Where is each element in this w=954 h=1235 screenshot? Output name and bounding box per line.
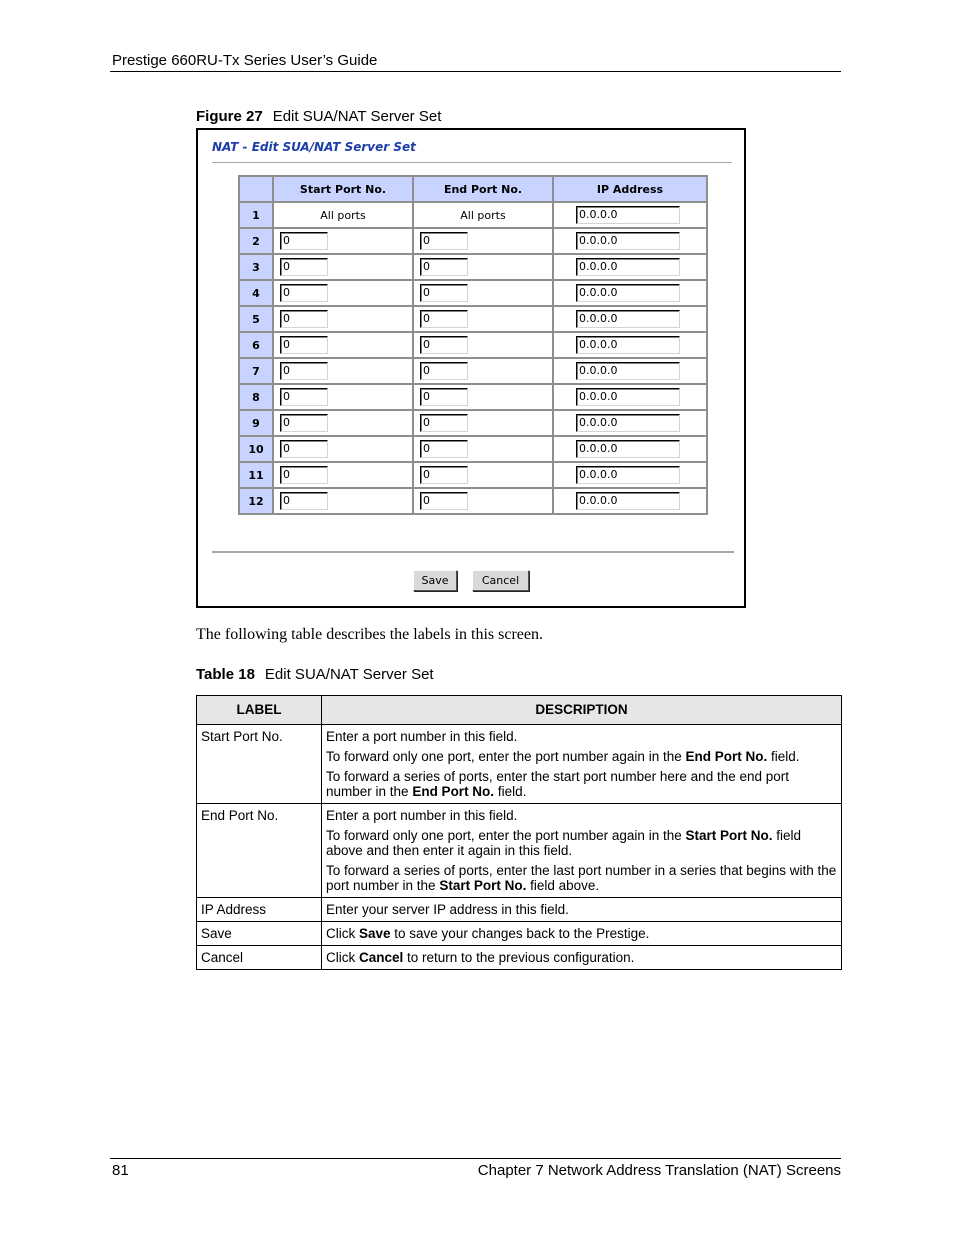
- description-line: Click Cancel to return to the previous configuration.: [326, 950, 635, 965]
- ip-address-cell: [553, 462, 707, 488]
- end-port-cell: [413, 488, 553, 514]
- ip-address-cell: [553, 306, 707, 332]
- start-port-field[interactable]: 0: [280, 232, 328, 250]
- table-row: [197, 946, 842, 970]
- start-port-cell: [273, 228, 413, 254]
- description-line: Enter your server IP address in this field.: [326, 902, 569, 917]
- intro-text: The following table describes the labels in this screen.: [196, 626, 544, 643]
- end-port-cell: [413, 410, 553, 436]
- end-port-field[interactable]: 0: [420, 232, 468, 250]
- end-port-field[interactable]: 0: [420, 284, 468, 302]
- emphasis-text: Save: [359, 926, 391, 941]
- ip-address-field[interactable]: 0.0.0.0: [576, 336, 680, 354]
- ip-address-cell: [553, 202, 707, 228]
- row-index: 12: [239, 488, 273, 514]
- table-row: [197, 898, 842, 922]
- end-port-field[interactable]: 0: [420, 414, 468, 432]
- start-port-field[interactable]: 0: [280, 310, 328, 328]
- table-row: [197, 922, 842, 946]
- start-port-cell: [273, 358, 413, 384]
- table-row: [239, 358, 707, 384]
- row-index: 9: [239, 410, 273, 436]
- start-port-cell: [273, 306, 413, 332]
- server-set-header-row: [239, 176, 707, 202]
- label-column-header: LABEL: [197, 696, 322, 725]
- emphasis-text: End Port No.: [685, 749, 768, 764]
- row-index: 8: [239, 384, 273, 410]
- save-button[interactable]: Save: [413, 570, 457, 591]
- start-port-cell: [273, 384, 413, 410]
- description-line: To forward a series of ports, enter the start port number here and the end port number in the End Port No. field.: [326, 769, 790, 799]
- header-rule: [110, 71, 841, 72]
- end-port-cell: [413, 280, 553, 306]
- end-port-cell: [413, 384, 553, 410]
- end-port-cell: [413, 306, 553, 332]
- table-row: [239, 384, 707, 410]
- figure-caption-text: Edit SUA/NAT Server Set: [272, 108, 442, 125]
- description-cell: [322, 946, 842, 970]
- end-port-cell: [413, 228, 553, 254]
- end-port-cell: [413, 254, 553, 280]
- row-index: 3: [239, 254, 273, 280]
- row-index: 4: [239, 280, 273, 306]
- figure-number: Figure 27: [196, 108, 263, 125]
- table-caption-text: Edit SUA/NAT Server Set: [264, 666, 434, 683]
- start-port-field[interactable]: 0: [280, 440, 328, 458]
- start-port-field[interactable]: 0: [280, 284, 328, 302]
- start-port-field[interactable]: 0: [280, 362, 328, 380]
- start-port-field[interactable]: 0: [280, 258, 328, 276]
- start-port-field[interactable]: 0: [280, 388, 328, 406]
- table-row: [197, 725, 842, 804]
- description-cell: [322, 725, 842, 804]
- ip-address-field[interactable]: 0.0.0.0: [576, 492, 680, 510]
- end-port-field[interactable]: 0: [420, 492, 468, 510]
- table-row: [239, 202, 707, 228]
- screen-title-rule: [212, 162, 732, 163]
- table-row: [239, 280, 707, 306]
- table-row: [239, 436, 707, 462]
- end-port-field[interactable]: 0: [420, 362, 468, 380]
- emphasis-text: Start Port No.: [685, 828, 773, 843]
- end-port-cell: [413, 332, 553, 358]
- label-cell: Start Port No.: [197, 725, 322, 804]
- row-index: 2: [239, 228, 273, 254]
- table-number: Table 18: [196, 666, 255, 683]
- figure-screenshot: [196, 128, 746, 608]
- description-line: To forward only one port, enter the port number again in the End Port No. field.: [326, 749, 800, 764]
- ip-address-field[interactable]: 0.0.0.0: [576, 232, 680, 250]
- server-set-table: [238, 175, 708, 515]
- ip-address-field[interactable]: 0.0.0.0: [576, 284, 680, 302]
- screen-title: NAT - Edit SUA/NAT Server Set: [212, 140, 416, 154]
- description-column-header: DESCRIPTION: [322, 696, 842, 725]
- row-index: 11: [239, 462, 273, 488]
- start-port-text: All ports: [320, 208, 366, 222]
- start-port-field[interactable]: 0: [280, 466, 328, 484]
- ip-address-cell: [553, 254, 707, 280]
- end-port-field[interactable]: 0: [420, 466, 468, 484]
- description-header-row: [197, 696, 842, 725]
- description-cell: [322, 804, 842, 898]
- ip-address-field[interactable]: 0.0.0.0: [576, 362, 680, 380]
- description-cell: [322, 898, 842, 922]
- row-index: 7: [239, 358, 273, 384]
- description-line: Enter a port number in this field.: [326, 808, 518, 823]
- ip-address-cell: [553, 332, 707, 358]
- figure-caption: [196, 108, 441, 125]
- end-port-field[interactable]: 0: [420, 258, 468, 276]
- description-line: To forward only one port, enter the port number again in the Start Port No. field above and then enter it again in this field.: [326, 828, 802, 858]
- ip-address-cell: [553, 358, 707, 384]
- end-port-field[interactable]: 0: [420, 310, 468, 328]
- row-index: 1: [239, 202, 273, 228]
- emphasis-text: Cancel: [359, 950, 404, 965]
- ip-address-cell: [553, 488, 707, 514]
- start-port-cell: [273, 462, 413, 488]
- start-port-column-header: Start Port No.: [273, 176, 413, 202]
- description-line: To forward a series of ports, enter the last port number in a series that begins with the port number in the Start Port No. field above.: [326, 863, 837, 893]
- row-index: 5: [239, 306, 273, 332]
- footer-rule: [110, 1158, 841, 1159]
- ip-address-field[interactable]: 0.0.0.0: [576, 466, 680, 484]
- index-column-header: [239, 176, 273, 202]
- ip-address-field[interactable]: 0.0.0.0: [576, 388, 680, 406]
- description-cell: [322, 922, 842, 946]
- table-row: [239, 410, 707, 436]
- table-row: [239, 332, 707, 358]
- start-port-cell: [273, 332, 413, 358]
- start-port-cell: [273, 254, 413, 280]
- end-port-field[interactable]: 0: [420, 336, 468, 354]
- end-port-column-header: End Port No.: [413, 176, 553, 202]
- ip-address-column-header: IP Address: [553, 176, 707, 202]
- start-port-cell: [273, 280, 413, 306]
- end-port-text: All ports: [460, 208, 506, 222]
- start-port-cell: [273, 410, 413, 436]
- ip-address-cell: [553, 436, 707, 462]
- ip-address-field[interactable]: 0.0.0.0: [576, 258, 680, 276]
- cancel-button[interactable]: Cancel: [472, 570, 529, 591]
- label-cell: IP Address: [197, 898, 322, 922]
- row-index: 10: [239, 436, 273, 462]
- table-row: [239, 488, 707, 514]
- ip-address-field[interactable]: 0.0.0.0: [576, 310, 680, 328]
- running-header: Prestige 660RU-Tx Series User’s Guide: [112, 52, 378, 69]
- table-row: [239, 306, 707, 332]
- label-cell: Save: [197, 922, 322, 946]
- ip-address-field[interactable]: 0.0.0.0: [576, 414, 680, 432]
- start-port-cell: [273, 488, 413, 514]
- emphasis-text: Start Port No.: [439, 878, 527, 893]
- start-port-field[interactable]: 0: [280, 492, 328, 510]
- table-row: [239, 462, 707, 488]
- description-line: Enter a port number in this field.: [326, 729, 518, 744]
- chapter-title: Chapter 7 Network Address Translation (NAT) Screens: [477, 1162, 841, 1179]
- row-index: 6: [239, 332, 273, 358]
- end-port-cell: [413, 436, 553, 462]
- page-number: 81: [112, 1162, 129, 1179]
- ip-address-cell: [553, 228, 707, 254]
- ip-address-field[interactable]: 0.0.0.0: [576, 440, 680, 458]
- ip-address-cell: [553, 280, 707, 306]
- end-port-field[interactable]: 0: [420, 388, 468, 406]
- label-description-table: [196, 695, 842, 970]
- end-port-cell: [413, 462, 553, 488]
- start-port-field[interactable]: 0: [280, 336, 328, 354]
- screen-bottom-rule: [212, 551, 734, 553]
- end-port-field[interactable]: 0: [420, 440, 468, 458]
- label-cell: End Port No.: [197, 804, 322, 898]
- ip-address-cell: [553, 384, 707, 410]
- start-port-field[interactable]: 0: [280, 414, 328, 432]
- ip-address-field[interactable]: 0.0.0.0: [576, 206, 680, 224]
- start-port-cell: [273, 436, 413, 462]
- description-line: Click Save to save your changes back to the Prestige.: [326, 926, 650, 941]
- table-row: [239, 254, 707, 280]
- emphasis-text: End Port No.: [412, 784, 495, 799]
- start-port-cell: [273, 202, 413, 228]
- label-cell: Cancel: [197, 946, 322, 970]
- end-port-cell: [413, 358, 553, 384]
- end-port-cell: [413, 202, 553, 228]
- table-caption: [196, 666, 434, 683]
- table-row: [197, 804, 842, 898]
- ip-address-cell: [553, 410, 707, 436]
- table-row: [239, 228, 707, 254]
